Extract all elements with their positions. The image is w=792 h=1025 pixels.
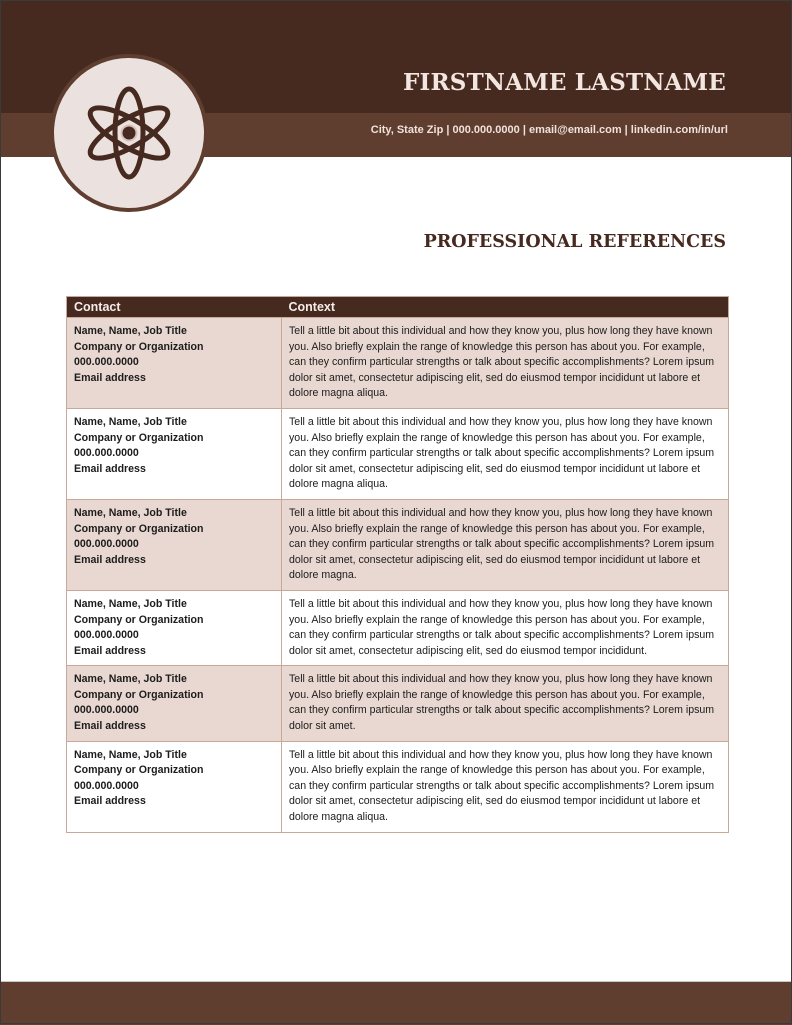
contact-cell [67,666,282,741]
section-title: PROFESSIONAL REFERENCES [423,232,726,252]
reference-name: Name, Name, Job Title [74,597,187,610]
reference-email: Email address [74,644,146,657]
reference-email: Email address [74,462,146,475]
reference-company: Company or Organization [74,340,204,353]
contact-cell [67,499,282,590]
reference-phone: 000.000.0000 [74,356,139,369]
table-header-row [67,297,729,318]
emblem-circle [50,54,208,212]
reference-name: Name, Name, Job Title [74,415,187,428]
reference-phone: 000.000.0000 [74,779,139,792]
reference-phone: 000.000.0000 [74,447,139,460]
column-header-contact: Contact [67,297,282,318]
reference-company: Company or Organization [74,613,204,626]
atom-icon [83,83,175,183]
table-row [67,666,729,741]
contact-cell [67,408,282,499]
references-table [66,296,729,833]
reference-name: Name, Name, Job Title [74,673,187,686]
reference-name: Name, Name, Job Title [74,748,187,761]
reference-email: Email address [74,720,146,733]
table-row [67,408,729,499]
contact-cell [67,590,282,665]
reference-email: Email address [74,371,146,384]
context-cell: Tell a little bit about this individual and how they know you, plus how long they have known you. Also briefly explain the range of knowledge this person has about you. For example, can they confirm particular strengths or talk about specific accomplishments? Lorem ipsum dolor sit amet, consectetur adipiscing elit, sed do eiusmod tempor incididunt ut labore et dolore magna aliqua. [282,741,729,832]
contact-cell [67,741,282,832]
reference-phone: 000.000.0000 [74,629,139,642]
context-cell: Tell a little bit about this individual and how they know you, plus how long they have known you. Also briefly explain the range of knowledge this person has about you. For example, can they confirm particular strengths or talk about specific accomplishments? Lorem ipsum dolor sit amet, consectetur adipiscing elit, sed do eiusmod tempor incididunt ut labore et dolore magna aliqua. [282,408,729,499]
context-cell: Tell a little bit about this individual and how they know you, plus how long they have known you. Also briefly explain the range of knowledge this person has about you. For example, can they confirm particular strengths or talk about specific accomplishments? Lorem ipsum dolor sit amet. [282,666,729,741]
reference-phone: 000.000.0000 [74,704,139,717]
reference-name: Name, Name, Job Title [74,325,187,337]
reference-company: Company or Organization [74,688,204,701]
table-row [67,318,729,409]
table-row [67,590,729,665]
reference-company: Company or Organization [74,522,204,535]
table-row [67,741,729,832]
context-cell: Tell a little bit about this individual and how they know you, plus how long they have known you. Also briefly explain the range of knowledge this person has about you. For example, can they confirm particular strengths or talk about specific accomplishments? Lorem ipsum dolor sit amet, consectetur adipiscing elit, sed do eiusmod tempor incididunt. [282,590,729,665]
candidate-name: FIRSTNAME LASTNAME [403,69,726,96]
contact-info: City, State Zip | 000.000.0000 | email@email.com | linkedin.com/in/url [370,124,728,136]
reference-email: Email address [74,553,146,566]
footer-band [0,981,792,1025]
context-cell: Tell a little bit about this individual and how they know you, plus how long they have known you. Also briefly explain the range of knowledge this person has about you. For example, can they confirm particular strengths or talk about specific accomplishments? Lorem ipsum dolor sit amet, consectetur adipiscing elit, sed do eiusmod tempor incididunt ut labore et dolore magna aliqua. [282,318,729,409]
contact-cell [67,318,282,409]
reference-email: Email address [74,795,146,808]
reference-phone: 000.000.0000 [74,538,139,551]
table-row [67,499,729,590]
column-header-context: Context [282,297,729,318]
reference-company: Company or Organization [74,431,204,444]
reference-name: Name, Name, Job Title [74,506,187,519]
reference-company: Company or Organization [74,764,204,777]
context-cell: Tell a little bit about this individual and how they know you, plus how long they have known you. Also briefly explain the range of knowledge this person has about you. For example, can they confirm particular strengths or talk about specific accomplishments? Lorem ipsum dolor sit amet, consectetur adipiscing elit, sed do eiusmod tempor incididunt ut labore et dolore magna. [282,499,729,590]
